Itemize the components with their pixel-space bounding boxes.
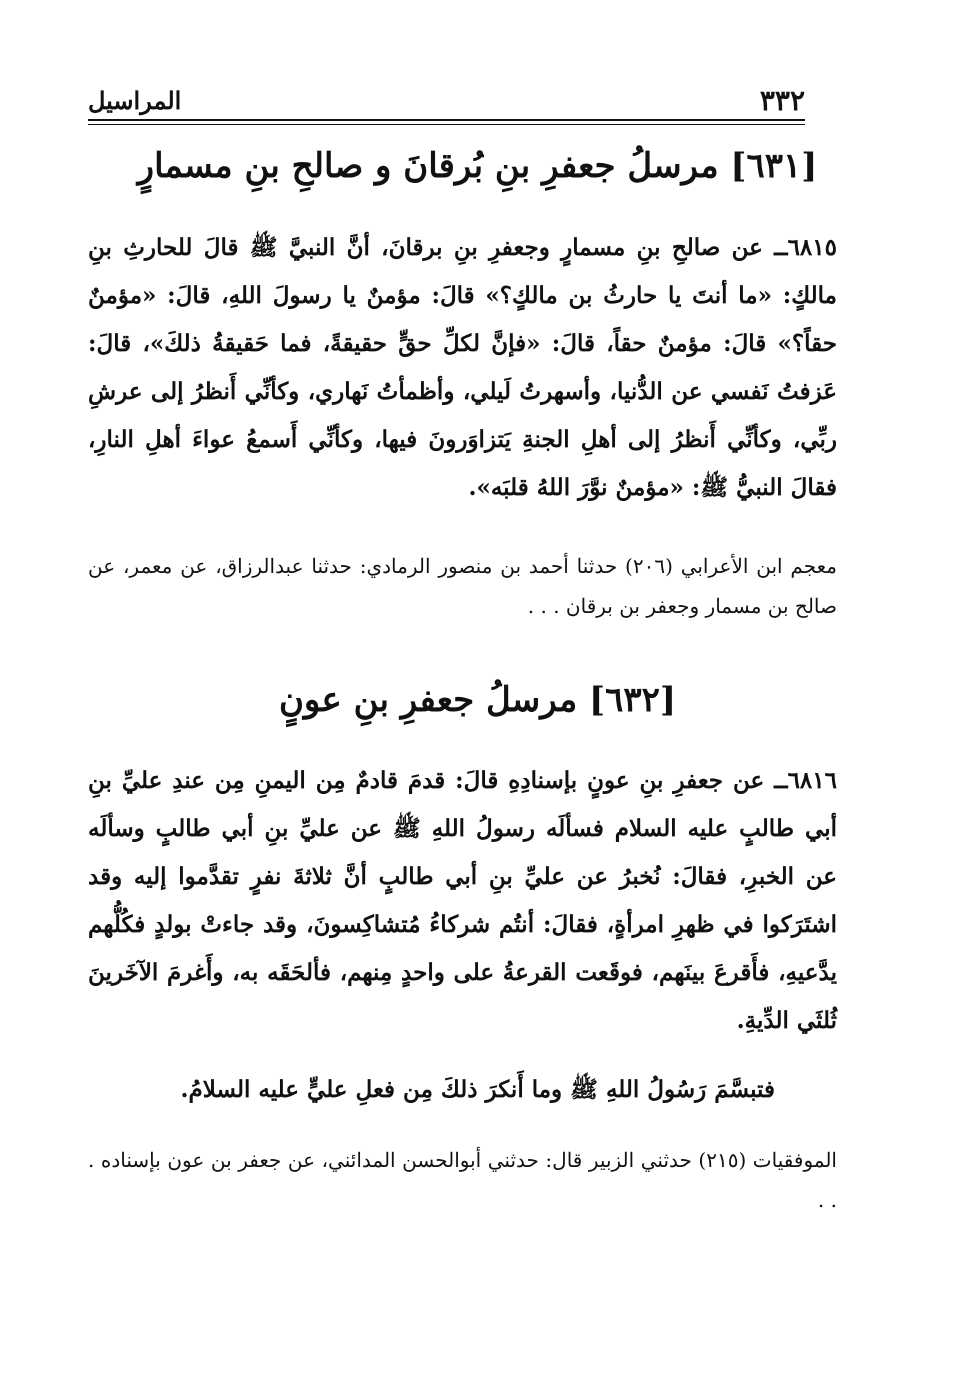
header-rule-thick — [88, 119, 805, 121]
hadith-6815-text: ٦٨١٥ــ عن صالحِ بنِ مسمارٍ وجعفرِ بنِ برقانَ، أنَّ النبيَّ ﷺ قالَ للحارثِ بنِ مالكٍ: «ما أنتَ يا حارثُ بن مالكٍ؟» قالَ: مؤمنٌ يا رسولَ اللهِ، قالَ: «مؤمنٌ حقاً؟» قالَ: مؤمنٌ حقاً، قالَ: «فإنَّ لكلِّ حقٍّ حقيقةً، فما حَقيقةُ ذلكَ»، قالَ: عَزفتُ نَفسي عن الدُّنيا، وأسهرتُ لَيلي، وأظمأتُ نَهاري، وكأنِّي أَنظرُ إلى عرشِ ربِّي، وكأنِّي أَنظرُ إلى أهلِ الجنةِ يَتزاوَرونَ فيها، وكأنِّي أَسمعُ عواءَ أهلِ النارِ، فقالَ النبيُّ ﷺ: «مؤمنٌ نوَّرَ اللهُ قلبَه». — [88, 234, 837, 501]
section-heading-631: [٦٣١] مرسلُ جعفرِ بنِ بُرقانَ و صالحِ بنِ مسمارٍ — [137, 146, 818, 186]
hadith-6816-text: ٦٨١٦ــ عن جعفرِ بنِ عونٍ بإسنادِهِ قالَ: قدمَ قادمٌ مِن اليمنِ مِن عندِ عليِّ بنِ أبي طالبٍ عليه السلام فسألَه رسولُ اللهِ ﷺ عن عليِّ بنِ أبي طالبٍ وسألَه عن الخبرِ، فقالَ: نُخبرُ عن عليِّ بنِ أبي طالبٍ أنَّ ثلاثةَ نفرٍ تقدَّموا إليه وقد اشتَرَكوا في ظهرِ امرأةٍ، فقالَ: أنتُم شركاءُ مُتشاكِسونَ، وقد جاءتْ بولدٍ فكُلُّهم يدَّعيهِ، فأَقرعَ بينَهم، فوقَعت القرعةُ على واحدٍ مِنهم، فألحَقَه به، وأَغرمَ الآخَرينَ ثُلثَي الدِّيةِ. — [88, 767, 837, 1034]
section-heading-632: [٦٣٢] مرسلُ جعفرِ بنِ عونٍ — [278, 680, 677, 720]
hadith-6816-closing: فتبسَّمَ رَسُولُ اللهِ ﷺ وما أَنكرَ ذلكَ مِن فعلِ عليٍّ عليه السلامُ. — [180, 1076, 775, 1103]
running-head — [88, 84, 805, 118]
source-reference-6815: معجم ابن الأعرابي (٢٠٦) حدثنا أحمد بن منصور الرمادي: حدثنا عبدالرزاق، عن معمر، عن صالح بن مسمار وجعفر بن برقان . . . — [88, 554, 837, 618]
source-reference-6816: الموفقيات (٢١٥) حدثني الزبير قال: حدثني أبوالحسن المدائني، عن جعفر بن عون بإسناده . . . — [88, 1148, 837, 1212]
page-number: ٣٣٢ — [759, 84, 805, 117]
running-title: المراسيل — [88, 86, 182, 115]
header-rule-thin — [88, 124, 805, 125]
